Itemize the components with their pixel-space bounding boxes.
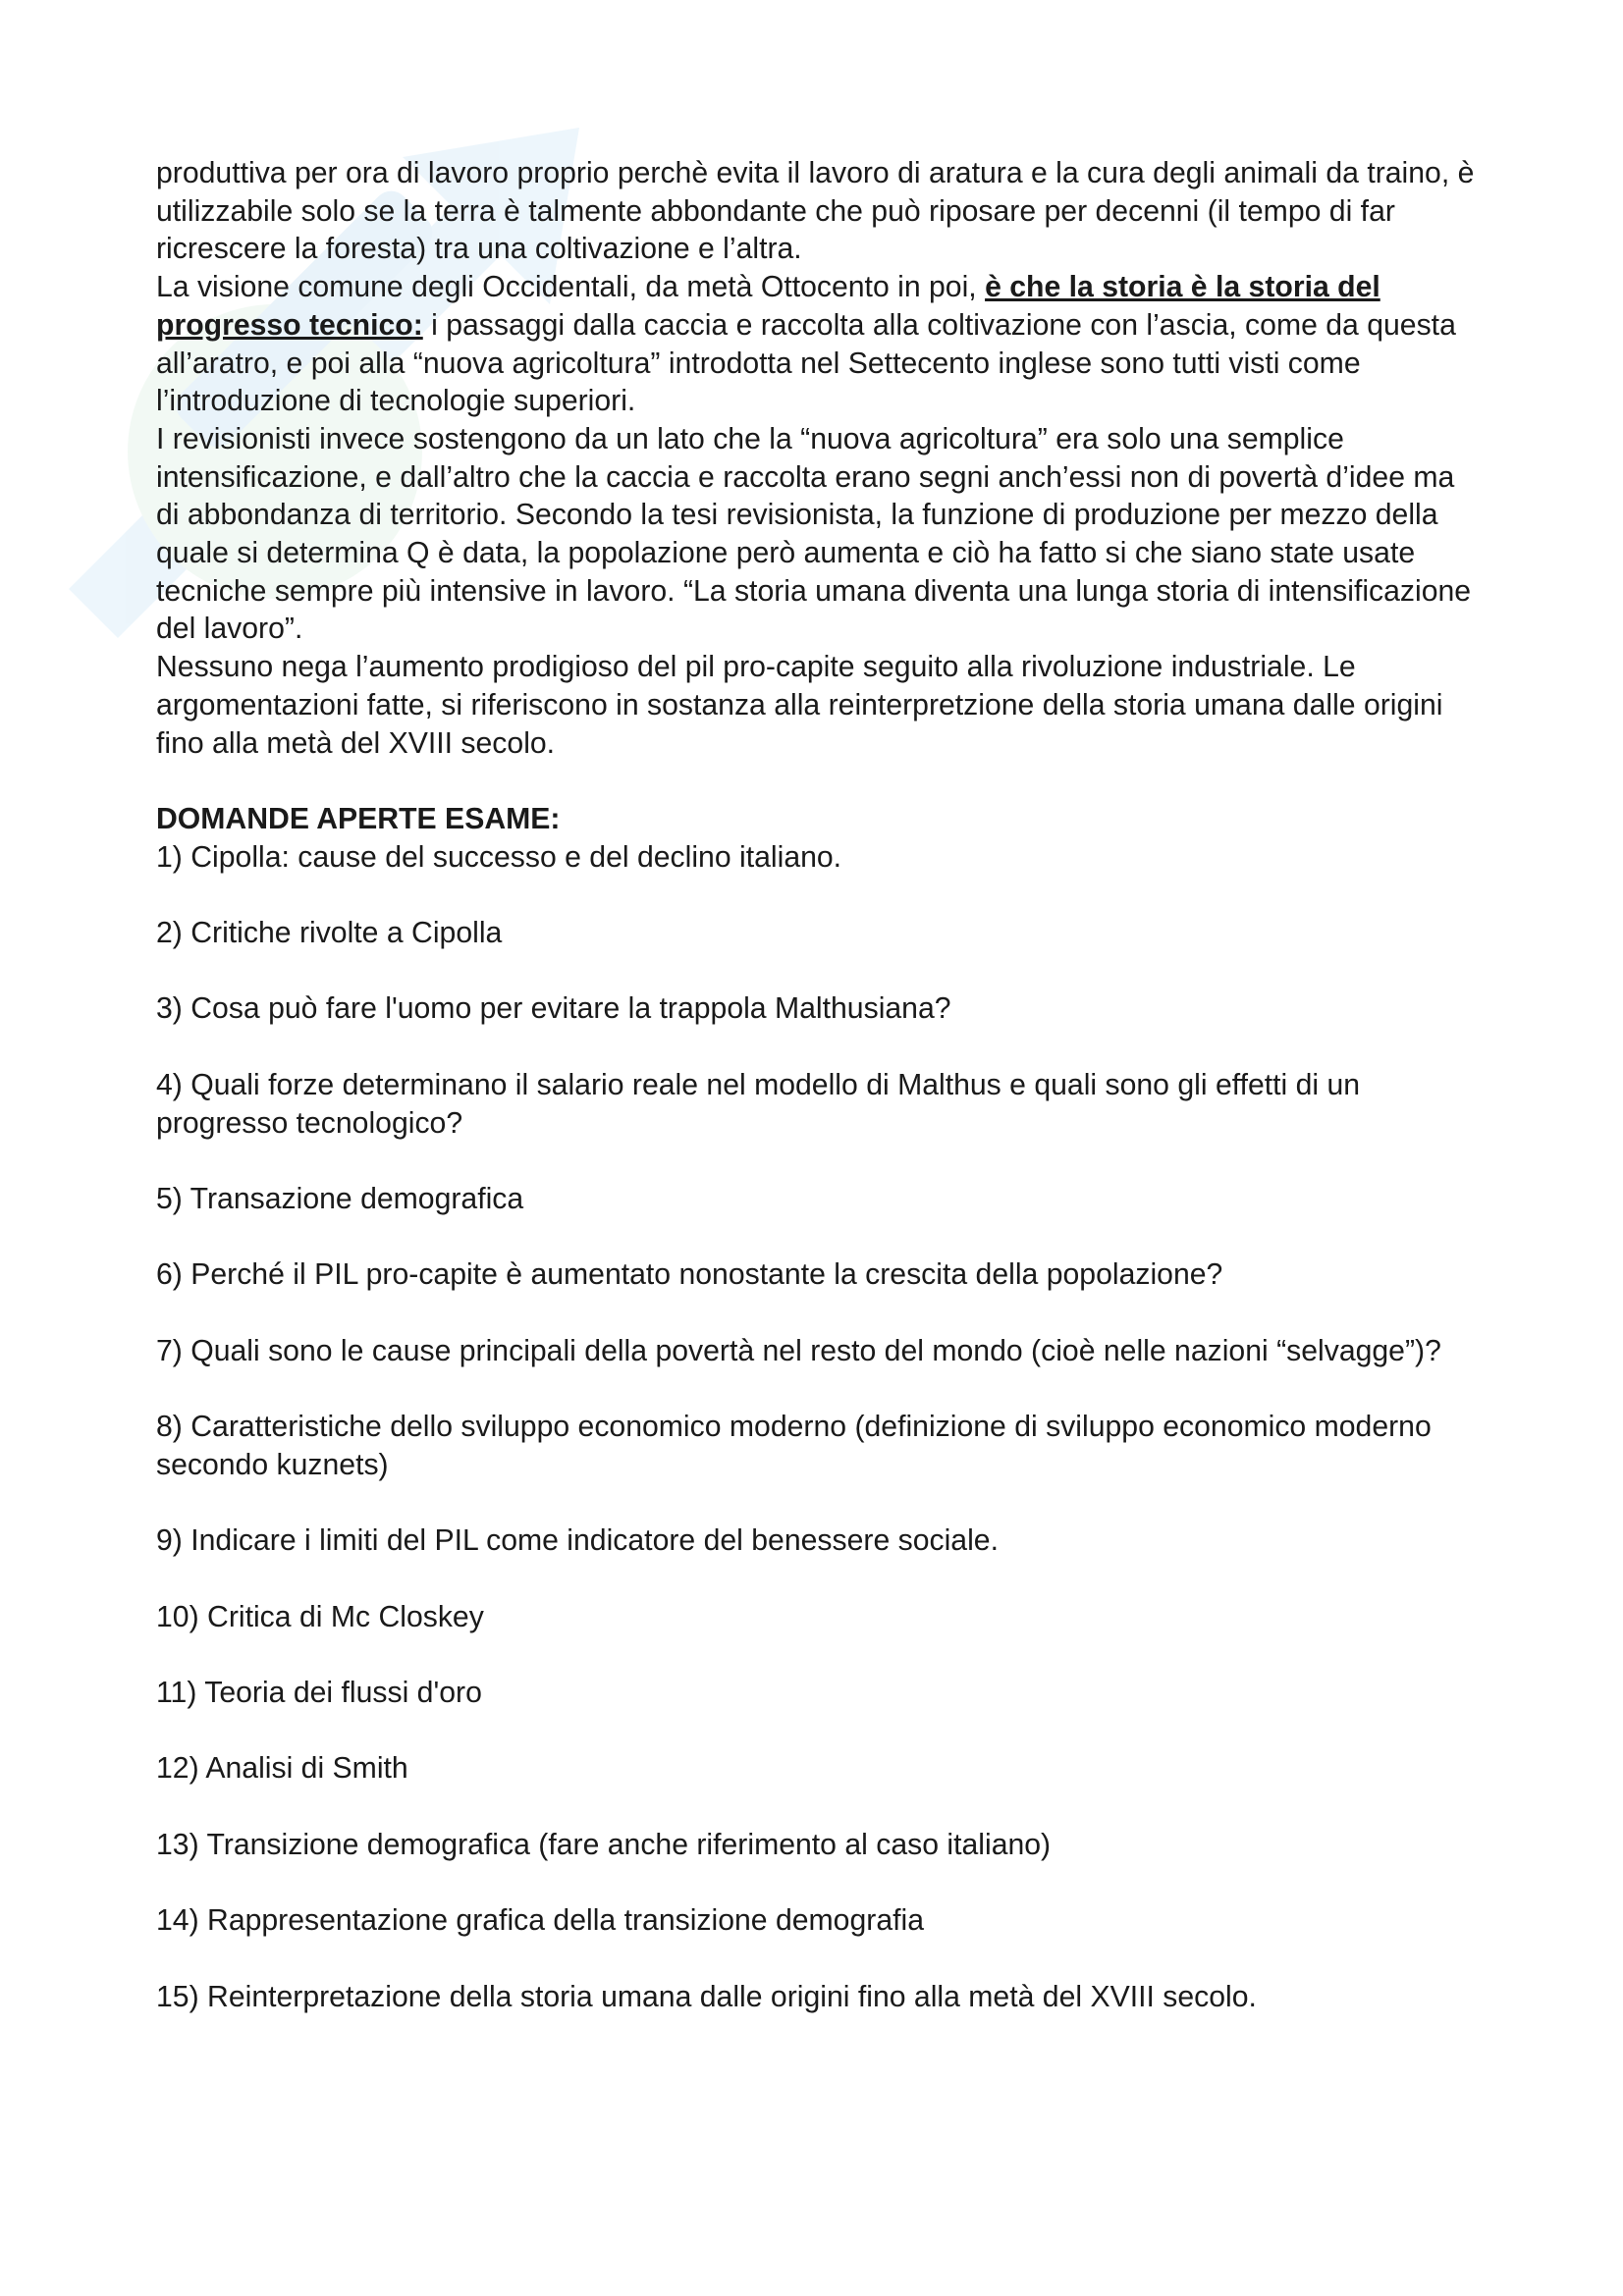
exam-question: 8) Caratteristiche dello sviluppo economico moderno (definizione di sviluppo economico moderno secondo kuznets) <box>156 1411 1432 1481</box>
exam-question: 15) Reinterpretazione della storia umana dalle origini fino alla metà del XVIII secolo. <box>156 1980 1257 2013</box>
exam-question: 2) Critiche rivolte a Cipolla <box>156 917 503 950</box>
paragraph-text: Nessuno nega l’aumento prodigioso del pil pro-capite seguito alla rivoluzione industriale. Le argomentazioni fatte, si riferiscono in sostanza alla reinterpretzione della storia umana dalle origini fino alla metà del XVIII secolo. <box>156 651 1443 760</box>
exam-question: 11) Teoria dei flussi d'oro <box>156 1676 482 1709</box>
exam-question: 3) Cosa può fare l'uomo per evitare la trappola Malthusiana? <box>156 992 951 1026</box>
paragraph-text: produttiva per ora di lavoro proprio perchè evita il lavoro di aratura e la cura degli animali da traino, è utilizzabile solo se la terra è talmente abbondante che può riposare per decenni (il tempo di far ricrescere la foresta) tra una coltivazione e l’altra. <box>156 157 1475 266</box>
exam-question: 13) Transizione demografica (fare anche riferimento al caso italiano) <box>156 1828 1052 1861</box>
exam-question: 1) Cipolla: cause del successo e del declino italiano. <box>156 840 842 874</box>
exam-question: 12) Analisi di Smith <box>156 1752 408 1786</box>
paragraph-text: La visione comune degli Occidentali, da metà Ottocento in poi, <box>156 271 986 304</box>
paragraph-revisionists <box>156 421 1482 649</box>
paragraph-industrial-revolution <box>156 649 1482 763</box>
exam-questions-heading: DOMANDE APERTE ESAME: <box>156 802 561 835</box>
paragraph-shifting-cultivation <box>156 155 1482 269</box>
emphasis-progress-thesis: è che la storia è la storia del progresso tecnico: <box>156 271 1380 342</box>
exam-question: 9) Indicare i limiti del PIL come indicatore del benessere sociale. <box>156 1524 999 1558</box>
paragraph-text: I revisionisti invece sostengono da un lato che la “nuova agricoltura” era solo una semplice intensificazione, e dall’altro che la caccia e raccolta erano segni anch’essi non di povertà d’idee ma di abbondanza di territorio. Secondo la tesi revisionista, la funzione di produzione per mezzo della quale si determina Q è data, la popolazione però aumenta e ciò ha fatto si che siano state usate tecniche sempre più intensive in lavoro. “La storia umana diventa una lunga storia di intensificazione del lavoro”. <box>156 422 1472 646</box>
paragraph-text: i passaggi dalla caccia e raccolta alla coltivazione con l’ascia, come da questa all’aratro, e poi alla “nuova agricoltura” introdotta nel Settecento inglese sono tutti visti come l’introduzione di tecnologie superiori. <box>156 308 1456 418</box>
exam-question: 6) Perché il PIL pro-capite è aumentato nonostante la crescita della popolazione? <box>156 1258 1223 1292</box>
exam-questions-list <box>156 839 1482 2017</box>
exam-question: 5) Transazione demografica <box>156 1182 524 1215</box>
exam-question: 4) Quali forze determinano il salario reale nel modello di Malthus e quali sono gli effetti di un progresso tecnologico? <box>156 1068 1361 1140</box>
paragraph-western-view <box>156 269 1482 421</box>
document-page <box>156 155 1482 2055</box>
exam-question: 7) Quali sono le cause principali della povertà nel resto del mondo (cioè nelle nazioni “selvagge”)? <box>156 1334 1441 1367</box>
exam-question: 10) Critica di Mc Closkey <box>156 1600 484 1633</box>
exam-question: 14) Rappresentazione grafica della transizione demografia <box>156 1904 924 1938</box>
